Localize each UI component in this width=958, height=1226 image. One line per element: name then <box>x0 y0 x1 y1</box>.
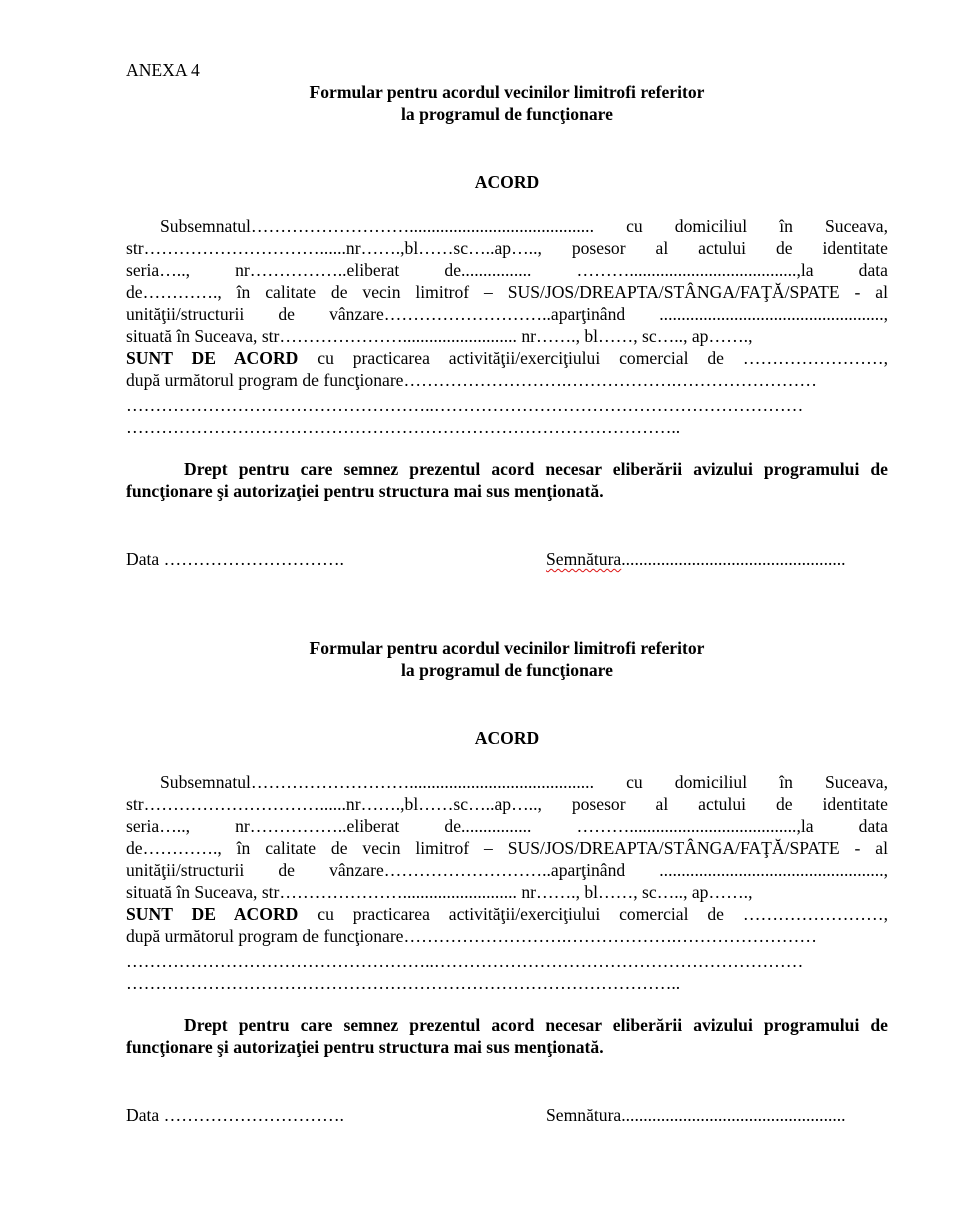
body-line: situată în Suceava, str………………….......................... nr……., bl……, sc….., ap……., <box>126 326 753 346</box>
form-title-line2: la programul de funcţionare <box>401 104 613 124</box>
body-line: de…………., în calitate de vecin limitrof – SUS/JOS/DREAPTA/STÂNGA/FAŢĂ/SPATE - al <box>126 838 888 858</box>
statement-line2: funcţionare şi autorizaţiei pentru structura mai sus menţionată. <box>126 481 604 501</box>
signature-label <box>546 548 846 570</box>
annex-label: ANEXA 4 <box>126 60 200 80</box>
dots-line: ……………………………………………..……………………………………………………… <box>126 951 804 971</box>
dots-line: ……………………………………………..……………………………………………………… <box>126 395 804 415</box>
signature-word: Semnătura <box>546 549 622 569</box>
body-line: unităţii/structurii de vânzare………………………..aparţinând ..................................................., <box>126 860 888 880</box>
signature-dots: ................................................... <box>621 549 846 569</box>
form-title-line2: la programul de funcţionare <box>401 660 613 680</box>
agree-line <box>126 347 888 369</box>
statement-line1: Drept pentru care semnez prezentul acord necesar eliberării avizului programului de <box>184 459 888 479</box>
body-line: de…………., în calitate de vecin limitrof – SUS/JOS/DREAPTA/STÂNGA/FAŢĂ/SPATE - al <box>126 282 888 302</box>
body-line: seria….., nr……………..eliberat de................ ………......................................,la data <box>126 816 888 836</box>
body-line: str…………………………......nr…….,bl……sc…..ap….., posesor al actului de identitate <box>126 238 888 258</box>
body-line: Subsemnatul……………………….......................................... cu domiciliul în Suceava, <box>160 772 888 792</box>
agree-bold: SUNT DE ACORD <box>126 348 299 368</box>
body-line: str…………………………......nr…….,bl……sc…..ap….., posesor al actului de identitate <box>126 794 888 814</box>
program-line: după următorul program de funcţionare……………………….……………….…………………… <box>126 370 817 390</box>
dots-line: ………………………………………………………………………………….. <box>126 973 681 993</box>
body-line: seria….., nr……………..eliberat de................ ………......................................,la data <box>126 260 888 280</box>
agree-rest: cu practicarea activităţii/exerciţiului comercial de ……………………, <box>298 904 888 924</box>
acord-heading: ACORD <box>474 172 540 192</box>
date-label: Data …………………………. <box>126 549 344 569</box>
body-line: situată în Suceava, str………………….......................... nr……., bl……, sc….., ap……., <box>126 882 753 902</box>
body-line: Subsemnatul……………………….......................................... cu domiciliul în Suceava, <box>160 216 888 236</box>
body-line: unităţii/structurii de vânzare………………………..aparţinând ..................................................., <box>126 304 888 324</box>
dots-line: ………………………………………………………………………………….. <box>126 417 681 437</box>
program-line: după următorul program de funcţionare……………………….……………….…………………… <box>126 926 817 946</box>
signature-label <box>546 1104 846 1126</box>
signature-word: Semnătura <box>546 1105 622 1125</box>
statement-line2: funcţionare şi autorizaţiei pentru structura mai sus menţionată. <box>126 1037 604 1057</box>
date-label: Data …………………………. <box>126 1105 344 1125</box>
signature-dots: ................................................... <box>621 1105 846 1125</box>
agree-bold: SUNT DE ACORD <box>126 904 299 924</box>
form-title-line1: Formular pentru acordul vecinilor limitrofi referitor <box>309 82 705 102</box>
acord-heading: ACORD <box>474 728 540 748</box>
agree-line <box>126 903 888 925</box>
statement-line1: Drept pentru care semnez prezentul acord necesar eliberării avizului programului de <box>184 1015 888 1035</box>
form-title-line1: Formular pentru acordul vecinilor limitrofi referitor <box>309 638 705 658</box>
agree-rest: cu practicarea activităţii/exerciţiului comercial de ……………………, <box>298 348 888 368</box>
